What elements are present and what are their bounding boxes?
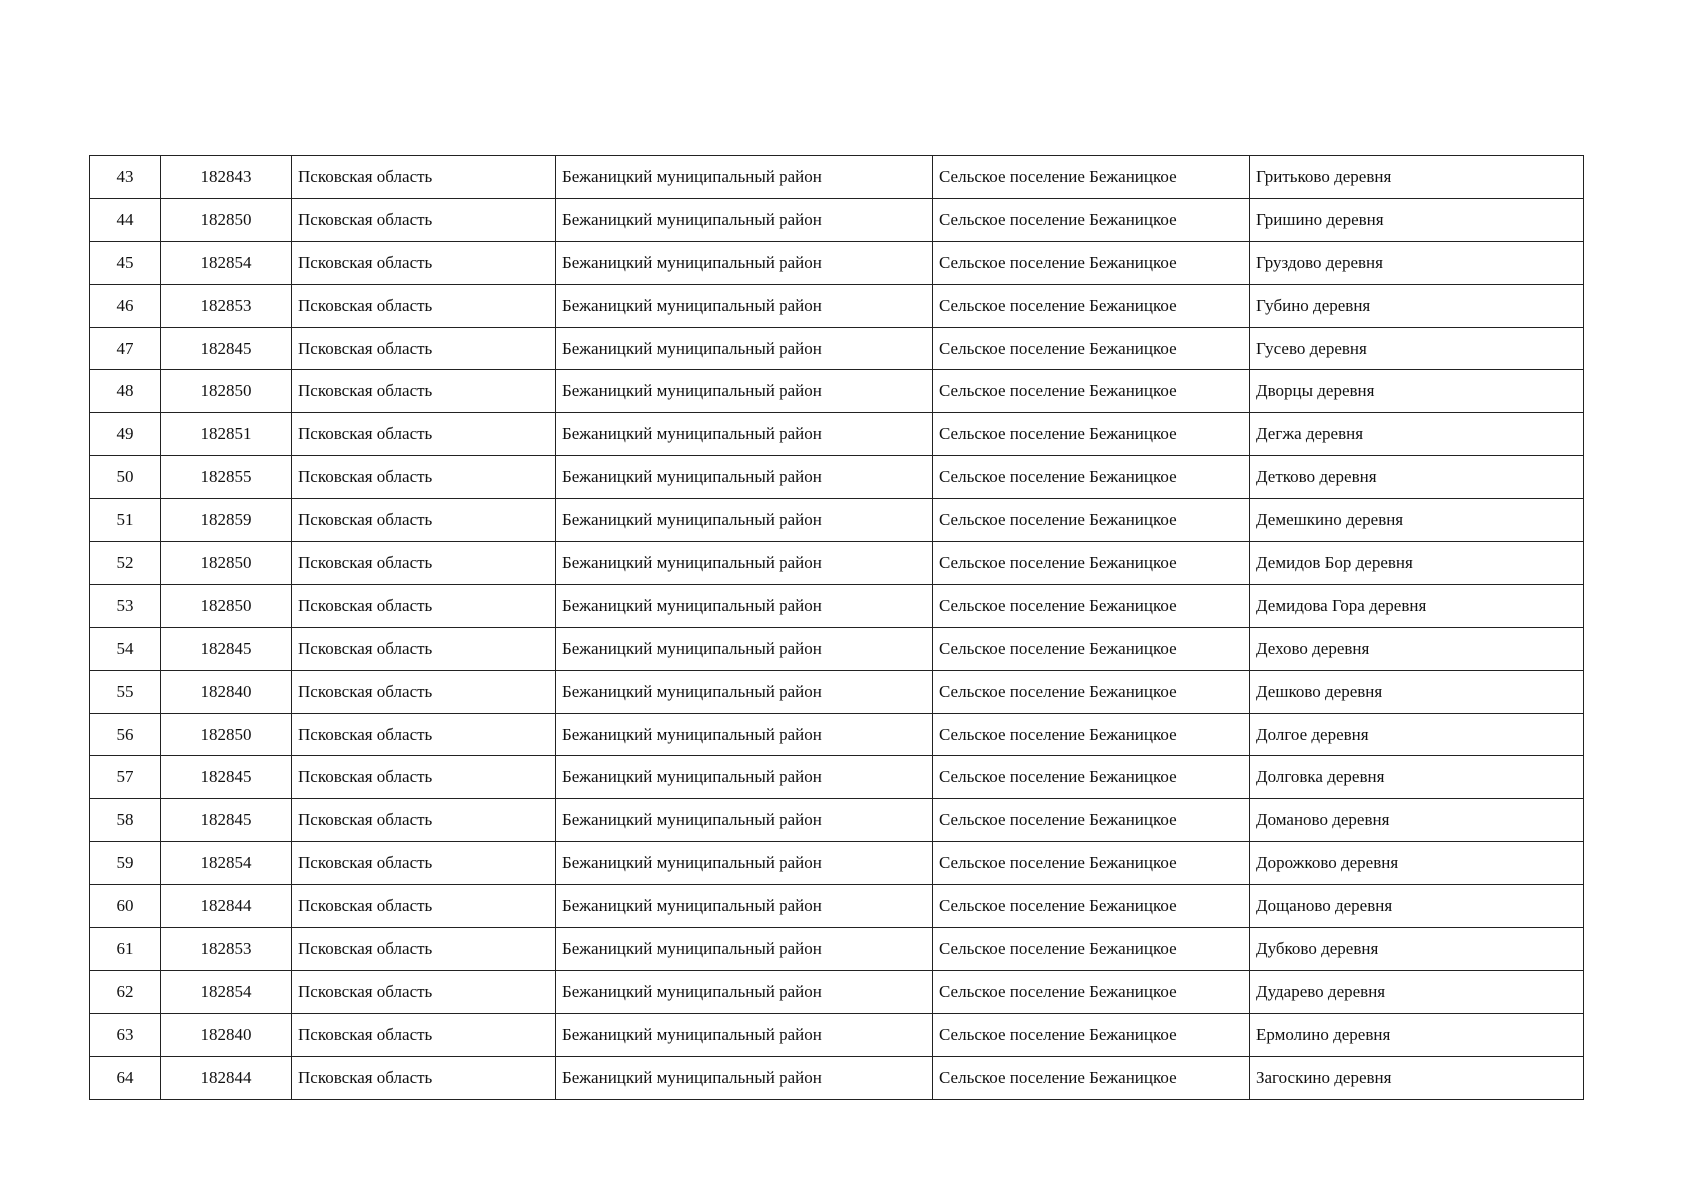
postal-code-cell: 182850 bbox=[161, 584, 292, 627]
district-cell: Бежаницкий муниципальный район bbox=[556, 928, 933, 971]
locality-cell: Дорожково деревня bbox=[1250, 842, 1584, 885]
region-cell: Псковская область bbox=[292, 370, 556, 413]
postal-code-cell: 182854 bbox=[161, 970, 292, 1013]
locality-cell: Долговка деревня bbox=[1250, 756, 1584, 799]
locality-cell: Дехово деревня bbox=[1250, 627, 1584, 670]
district-cell: Бежаницкий муниципальный район bbox=[556, 713, 933, 756]
district-cell: Бежаницкий муниципальный район bbox=[556, 327, 933, 370]
locality-cell: Демидов Бор деревня bbox=[1250, 542, 1584, 585]
table-row bbox=[90, 156, 1584, 199]
table-row bbox=[90, 1056, 1584, 1099]
row-number-cell: 59 bbox=[90, 842, 161, 885]
locality-cell: Детково деревня bbox=[1250, 456, 1584, 499]
table-body bbox=[90, 156, 1584, 1100]
row-number-cell: 52 bbox=[90, 542, 161, 585]
region-cell: Псковская область bbox=[292, 1056, 556, 1099]
postal-code-cell: 182850 bbox=[161, 370, 292, 413]
table-row bbox=[90, 756, 1584, 799]
settlement-cell: Сельское поселение Бежаницкое bbox=[933, 627, 1250, 670]
postal-code-cell: 182845 bbox=[161, 756, 292, 799]
region-cell: Псковская область bbox=[292, 670, 556, 713]
locality-cell: Демешкино деревня bbox=[1250, 499, 1584, 542]
postal-code-cell: 182840 bbox=[161, 670, 292, 713]
region-cell: Псковская область bbox=[292, 756, 556, 799]
settlement-cell: Сельское поселение Бежаницкое bbox=[933, 284, 1250, 327]
locality-cell: Дощаново деревня bbox=[1250, 885, 1584, 928]
region-cell: Псковская область bbox=[292, 456, 556, 499]
postal-code-cell: 182859 bbox=[161, 499, 292, 542]
row-number-cell: 49 bbox=[90, 413, 161, 456]
row-number-cell: 51 bbox=[90, 499, 161, 542]
region-cell: Псковская область bbox=[292, 284, 556, 327]
table-row bbox=[90, 499, 1584, 542]
locality-cell: Долгое деревня bbox=[1250, 713, 1584, 756]
district-cell: Бежаницкий муниципальный район bbox=[556, 799, 933, 842]
region-cell: Псковская область bbox=[292, 970, 556, 1013]
locality-cell: Загоскино деревня bbox=[1250, 1056, 1584, 1099]
settlement-cell: Сельское поселение Бежаницкое bbox=[933, 713, 1250, 756]
table-row bbox=[90, 799, 1584, 842]
postal-code-cell: 182845 bbox=[161, 327, 292, 370]
row-number-cell: 57 bbox=[90, 756, 161, 799]
postal-code-cell: 182853 bbox=[161, 928, 292, 971]
row-number-cell: 54 bbox=[90, 627, 161, 670]
region-cell: Псковская область bbox=[292, 584, 556, 627]
region-cell: Псковская область bbox=[292, 198, 556, 241]
row-number-cell: 47 bbox=[90, 327, 161, 370]
district-cell: Бежаницкий муниципальный район bbox=[556, 370, 933, 413]
postal-code-cell: 182843 bbox=[161, 156, 292, 199]
table-row bbox=[90, 198, 1584, 241]
row-number-cell: 58 bbox=[90, 799, 161, 842]
district-cell: Бежаницкий муниципальный район bbox=[556, 284, 933, 327]
locality-cell: Демидова Гора деревня bbox=[1250, 584, 1584, 627]
region-cell: Псковская область bbox=[292, 542, 556, 585]
district-cell: Бежаницкий муниципальный район bbox=[556, 156, 933, 199]
row-number-cell: 64 bbox=[90, 1056, 161, 1099]
locality-cell: Груздово деревня bbox=[1250, 241, 1584, 284]
postal-code-cell: 182851 bbox=[161, 413, 292, 456]
settlement-cell: Сельское поселение Бежаницкое bbox=[933, 756, 1250, 799]
settlement-cell: Сельское поселение Бежаницкое bbox=[933, 584, 1250, 627]
table-row bbox=[90, 327, 1584, 370]
table-row bbox=[90, 584, 1584, 627]
row-number-cell: 53 bbox=[90, 584, 161, 627]
district-cell: Бежаницкий муниципальный район bbox=[556, 499, 933, 542]
row-number-cell: 45 bbox=[90, 241, 161, 284]
settlements-table bbox=[89, 155, 1584, 1100]
region-cell: Псковская область bbox=[292, 499, 556, 542]
locality-cell: Дударево деревня bbox=[1250, 970, 1584, 1013]
locality-cell: Доманово деревня bbox=[1250, 799, 1584, 842]
region-cell: Псковская область bbox=[292, 627, 556, 670]
row-number-cell: 55 bbox=[90, 670, 161, 713]
locality-cell: Гритьково деревня bbox=[1250, 156, 1584, 199]
table-row bbox=[90, 1013, 1584, 1056]
locality-cell: Дегжа деревня bbox=[1250, 413, 1584, 456]
table-row bbox=[90, 542, 1584, 585]
region-cell: Псковская область bbox=[292, 413, 556, 456]
locality-cell: Гусево деревня bbox=[1250, 327, 1584, 370]
settlement-cell: Сельское поселение Бежаницкое bbox=[933, 327, 1250, 370]
table-row bbox=[90, 885, 1584, 928]
postal-code-cell: 182845 bbox=[161, 627, 292, 670]
region-cell: Псковская область bbox=[292, 713, 556, 756]
region-cell: Псковская область bbox=[292, 327, 556, 370]
settlement-cell: Сельское поселение Бежаницкое bbox=[933, 370, 1250, 413]
settlement-cell: Сельское поселение Бежаницкое bbox=[933, 413, 1250, 456]
region-cell: Псковская область bbox=[292, 1013, 556, 1056]
row-number-cell: 60 bbox=[90, 885, 161, 928]
district-cell: Бежаницкий муниципальный район bbox=[556, 198, 933, 241]
table-row bbox=[90, 284, 1584, 327]
settlement-cell: Сельское поселение Бежаницкое bbox=[933, 1013, 1250, 1056]
table-row bbox=[90, 713, 1584, 756]
district-cell: Бежаницкий муниципальный район bbox=[556, 1056, 933, 1099]
region-cell: Псковская область bbox=[292, 928, 556, 971]
postal-code-cell: 182854 bbox=[161, 842, 292, 885]
region-cell: Псковская область bbox=[292, 842, 556, 885]
district-cell: Бежаницкий муниципальный район bbox=[556, 842, 933, 885]
row-number-cell: 48 bbox=[90, 370, 161, 413]
table-row bbox=[90, 241, 1584, 284]
district-cell: Бежаницкий муниципальный район bbox=[556, 456, 933, 499]
region-cell: Псковская область bbox=[292, 799, 556, 842]
settlement-cell: Сельское поселение Бежаницкое bbox=[933, 885, 1250, 928]
row-number-cell: 44 bbox=[90, 198, 161, 241]
settlement-cell: Сельское поселение Бежаницкое bbox=[933, 542, 1250, 585]
table-row bbox=[90, 842, 1584, 885]
locality-cell: Дубково деревня bbox=[1250, 928, 1584, 971]
postal-code-cell: 182850 bbox=[161, 542, 292, 585]
district-cell: Бежаницкий муниципальный район bbox=[556, 970, 933, 1013]
district-cell: Бежаницкий муниципальный район bbox=[556, 885, 933, 928]
postal-code-cell: 182840 bbox=[161, 1013, 292, 1056]
table-row bbox=[90, 627, 1584, 670]
settlement-cell: Сельское поселение Бежаницкое bbox=[933, 970, 1250, 1013]
row-number-cell: 61 bbox=[90, 928, 161, 971]
region-cell: Псковская область bbox=[292, 241, 556, 284]
district-cell: Бежаницкий муниципальный район bbox=[556, 670, 933, 713]
row-number-cell: 56 bbox=[90, 713, 161, 756]
settlement-cell: Сельское поселение Бежаницкое bbox=[933, 156, 1250, 199]
row-number-cell: 50 bbox=[90, 456, 161, 499]
postal-code-cell: 182850 bbox=[161, 198, 292, 241]
locality-cell: Гришино деревня bbox=[1250, 198, 1584, 241]
settlement-cell: Сельское поселение Бежаницкое bbox=[933, 198, 1250, 241]
region-cell: Псковская область bbox=[292, 156, 556, 199]
settlement-cell: Сельское поселение Бежаницкое bbox=[933, 928, 1250, 971]
district-cell: Бежаницкий муниципальный район bbox=[556, 413, 933, 456]
postal-code-cell: 182844 bbox=[161, 885, 292, 928]
postal-code-cell: 182844 bbox=[161, 1056, 292, 1099]
settlement-cell: Сельское поселение Бежаницкое bbox=[933, 241, 1250, 284]
postal-code-cell: 182855 bbox=[161, 456, 292, 499]
row-number-cell: 46 bbox=[90, 284, 161, 327]
row-number-cell: 43 bbox=[90, 156, 161, 199]
settlement-cell: Сельское поселение Бежаницкое bbox=[933, 842, 1250, 885]
postal-code-cell: 182845 bbox=[161, 799, 292, 842]
district-cell: Бежаницкий муниципальный район bbox=[556, 756, 933, 799]
district-cell: Бежаницкий муниципальный район bbox=[556, 241, 933, 284]
locality-cell: Губино деревня bbox=[1250, 284, 1584, 327]
table-row bbox=[90, 928, 1584, 971]
table-row bbox=[90, 670, 1584, 713]
table-row bbox=[90, 413, 1584, 456]
district-cell: Бежаницкий муниципальный район bbox=[556, 1013, 933, 1056]
settlement-cell: Сельское поселение Бежаницкое bbox=[933, 799, 1250, 842]
locality-cell: Дворцы деревня bbox=[1250, 370, 1584, 413]
postal-code-cell: 182853 bbox=[161, 284, 292, 327]
table-row bbox=[90, 456, 1584, 499]
settlement-cell: Сельское поселение Бежаницкое bbox=[933, 1056, 1250, 1099]
settlement-cell: Сельское поселение Бежаницкое bbox=[933, 456, 1250, 499]
settlement-cell: Сельское поселение Бежаницкое bbox=[933, 670, 1250, 713]
row-number-cell: 63 bbox=[90, 1013, 161, 1056]
postal-code-cell: 182854 bbox=[161, 241, 292, 284]
district-cell: Бежаницкий муниципальный район bbox=[556, 542, 933, 585]
settlement-cell: Сельское поселение Бежаницкое bbox=[933, 499, 1250, 542]
locality-cell: Дешково деревня bbox=[1250, 670, 1584, 713]
table-row bbox=[90, 370, 1584, 413]
locality-cell: Ермолино деревня bbox=[1250, 1013, 1584, 1056]
table-row bbox=[90, 970, 1584, 1013]
district-cell: Бежаницкий муниципальный район bbox=[556, 584, 933, 627]
district-cell: Бежаницкий муниципальный район bbox=[556, 627, 933, 670]
row-number-cell: 62 bbox=[90, 970, 161, 1013]
postal-code-cell: 182850 bbox=[161, 713, 292, 756]
region-cell: Псковская область bbox=[292, 885, 556, 928]
